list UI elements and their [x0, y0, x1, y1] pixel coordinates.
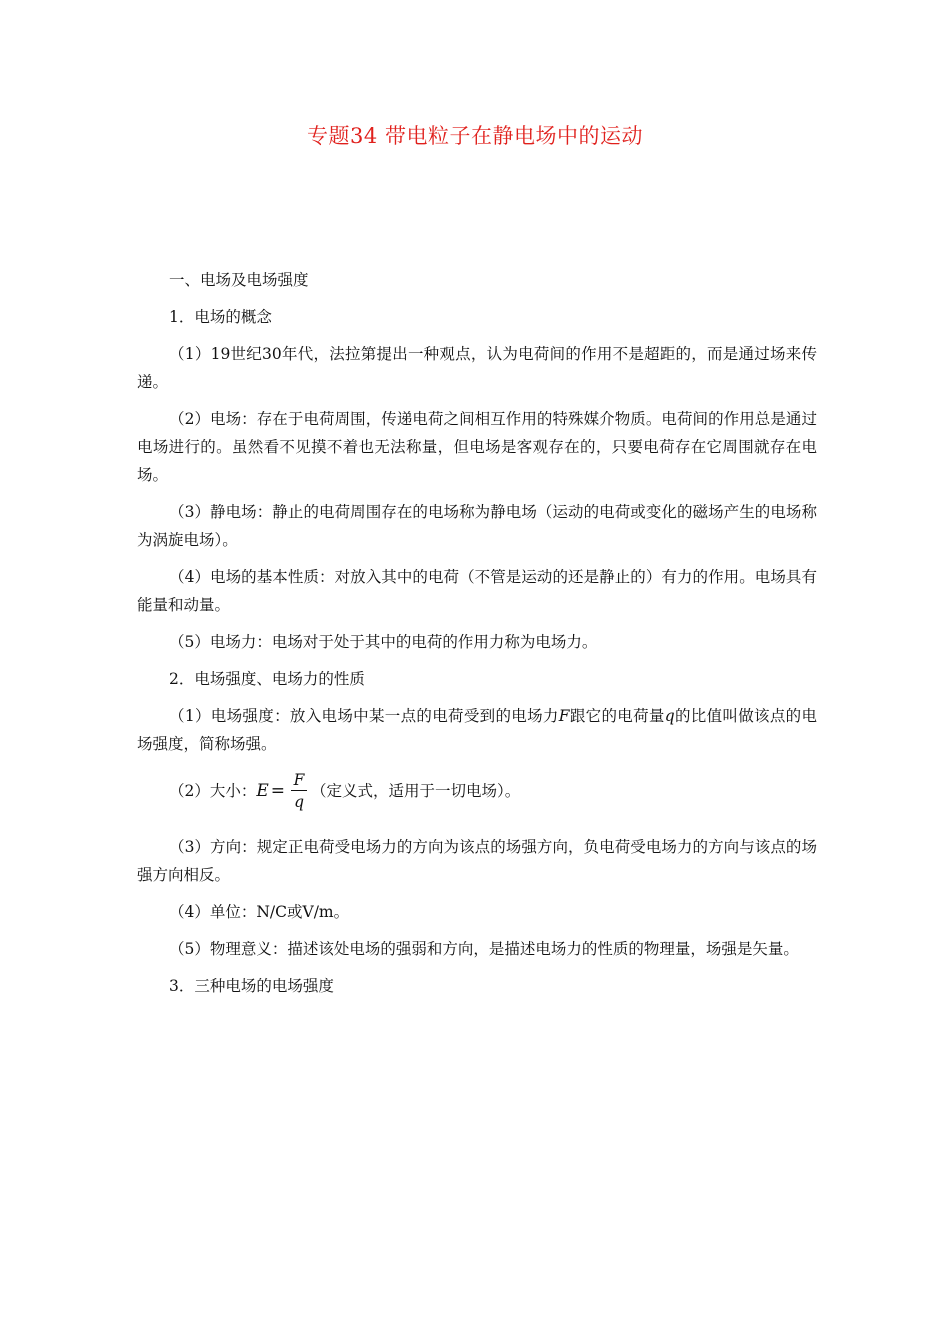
- fraction-numerator: F: [293, 770, 305, 789]
- paragraph: （5）电场力：电场对于处于其中的电荷的作用力称为电场力。: [169, 633, 598, 651]
- var-q: q: [664, 707, 675, 725]
- formula-suffix: （定义式，适用于一切电场）。: [311, 782, 521, 800]
- var-F: F: [558, 707, 570, 725]
- paragraph: （4）单位：N/C或V/m。: [169, 903, 350, 921]
- paragraph-field-strength: （1）电场强度：放入电场中某一点的电荷受到的电场力F跟它的电荷量q的比值叫做该点的电场强度，简称场强。: [137, 707, 817, 753]
- paragraph: （1）19世纪30年代，法拉第提出一种观点，认为电荷间的作用不是超距的，而是通过场来传递。: [137, 345, 817, 391]
- paragraph: （5）物理意义：描述该处电场的强弱和方向，是描述电场力的性质的物理量，场强是矢量。: [169, 940, 799, 958]
- paragraph: （3）方向：规定正电荷受电场力的方向为该点的场强方向，负电荷受电场力的方向与该点的场强方向相反。: [137, 838, 817, 884]
- paragraph: （2）电场：存在于电荷周围，传递电荷之间相互作用的特殊媒介物质。电荷间的作用总是通过电场进行的。虽然看不见摸不着也无法称量，但电场是客观存在的，只要电荷存在它周围就存在电场。: [137, 410, 817, 484]
- fraction-denominator: q: [294, 792, 305, 811]
- formula-prefix: （2）大小：: [169, 782, 257, 800]
- formula-E: E: [256, 781, 269, 801]
- subsection-heading: 1．电场的概念: [169, 308, 272, 326]
- document-body: [137, 266, 817, 1000]
- subsection-heading: 3．三种电场的电场强度: [169, 977, 334, 995]
- section-heading: 一、电场及电场强度: [169, 271, 309, 289]
- formula-equals: =: [270, 781, 286, 801]
- subsection-heading: 2．电场强度、电场力的性质: [169, 670, 365, 688]
- paragraph: （4）电场的基本性质：对放入其中的电荷（不管是运动的还是静止的）有力的作用。电场具有能量和动量。: [137, 568, 817, 614]
- formula-line: [137, 764, 817, 818]
- formula-fraction: [291, 770, 307, 813]
- document-title: 专题34 带电粒子在静电场中的运动: [307, 124, 643, 148]
- paragraph: （3）静电场：静止的电荷周围存在的电场称为静电场（运动的电荷或变化的磁场产生的电场称为涡旋电场）。: [137, 503, 817, 549]
